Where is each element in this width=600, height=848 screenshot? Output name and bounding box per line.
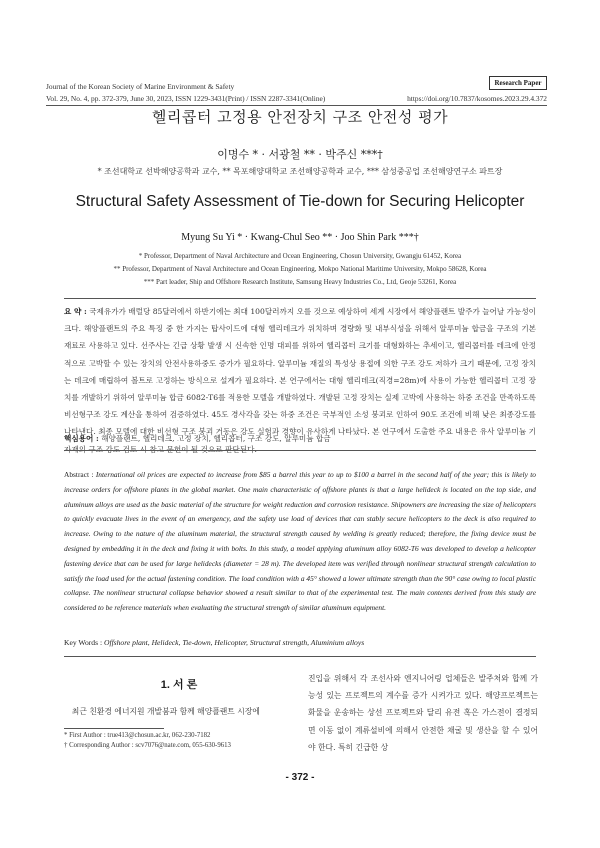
affiliation-english-3: *** Part leader, Ship and Offshore Research Institute, Samsung Heavy Industries Co., Ltd, Geoje 53261, Korea <box>143 278 457 286</box>
keywords-korean-text: 해양플랜트, 헬리데크, 고정 장치, 헬리콥터, 구조 강도, 알루미늄 합금 <box>101 434 331 443</box>
introduction-right-column: 진입을 위해서 각 조선사와 엔지니어링 업체들은 발주처와 합께 가능성 있는 프로젝트의 계수를 증가 시켜가고 있다. 해양프로젝트는 화물을 운송하는 상선 프로젝트와 달리 유전 혹은 가스전이 결정되면 이동 없이 계류설비에 의해서 안전한 채굴 및 생산을 할 수 있어야 한다. 특히 긴급한 상 <box>308 674 538 752</box>
research-paper-badge: Research Paper <box>489 76 547 90</box>
authors-korean: 이명수 * · 서광철 ** · 박주신 ***† <box>217 148 383 161</box>
first-author-footnote: * First Author : true413@chosun.ac.kr, 062-230-7182 <box>64 732 211 739</box>
keywords-korean <box>64 433 536 444</box>
journal-meta: Vol. 29, No. 4, pp. 372-379, June 30, 2023, ISSN 1229-3431(Print) / ISSN 2287-3341(Online) <box>46 94 326 103</box>
abstract-mid-rule <box>64 450 536 451</box>
journal-name: Journal of the Korean Society of Marine Environment & Safety <box>46 82 235 91</box>
corresponding-author-footnote: † Corresponding Author : scv7076@nate.com, 055-630-9613 <box>64 742 231 749</box>
abstract-english-text: International oil prices are expected to increase from $85 a barrel this year to up to $100 a barrel in the second half of the year; this is likely to increase orders for offshore plants in the global market. One main characteristic of offshore plants is that a large helideck is located on the top side, and aluminum alloys are used as the basic material of the structure for weight reduction and corrosion resistance. Shipowners are increasing the size of helicopters to quickly evacuate lives in the event of an emergency, and the safety use load of devices that can stably secure helicopters to the deck is also required to increase. Owing to the nature of the aluminum material, the structural strength caused by welding is greatly reduced; therefore, the fixing device must be designed by embedding it in the deck and fixing it with bolts. In this study, a model applying aluminum alloy 6082-T6 was developed to develop a helicopter fastening device that can be used for large helidecks (diameter = 28 m). The developed item was verified through nonlinear structural strength calculation to satisfy the load used for the actual fastening condition. The load condition with a 45° showed a lower ultimate strength than the 90° case owing to local plastic collapse. The nonlinear structural collapse behavior showed a result similar to that of the experimental test. The main contents derived from this study are considered to be reference materials when evaluating the structural strength of similar aluminum equipment. <box>64 470 536 613</box>
abstract-bottom-rule <box>64 656 536 657</box>
abstract-english-label: Abstract : <box>64 470 94 479</box>
abstract-top-rule <box>64 298 536 299</box>
section-heading-introduction: 1. 서 론 <box>160 679 198 691</box>
abstract-korean-text: 국제유가가 배럴당 85달러에서 하반기에는 최대 100달러까지 오를 것으로 예상하여 세계 시장에서 해양플랜트 발주가 늘어날 가능성이 크다. 해양플랜트의 주요 특징 중 한 가지는 탑사이드에 대형 헬리데크가 위치하며 경량화 및 내부식성을 위해서 알루미늄 합금을 구조의 기본 재료로 사용하고 있다. 선주사는 긴급 상황 발생 시 신속한 인명 대피를 위하여 헬리콥터 크기를 대형화하는 추세이고, 헬리콥터를 데크에 안정적으로 고박할 수 있는 장치의 안전사용하중도 증가가 필요하다. 알루미늄 재질의 특성상 용접에 의한 구조 강도 저하가 크기 때문에, 고정 장치는 데크에 매립하여 볼트로 고정하는 방식으로 설계가 필요하다. 본 연구에서는 대형 헬리데크(직경=28m)에 사용이 가능한 헬리콥터 고정 장치를 개발하기 위하여 알루미늄 합금 6082-T6를 적용한 모델을 개발하였다. 개발된 고정 장치는 실제 고박에 사용하는 하중 조건을 만족하도록 비선형구조 강도 계산을 통하여 검증하였다. 45도 경사각을 갖는 하중 조건은 국부적인 소성 붕괴로 인하여 90도 조건에 비해 낮은 최종강도를 나타낸다. 최종 모델에 대한 비선형 구조 붕괴 거동은 강도 실험과 경향이 유사하게 나타났다. 본 연구에서 도출한 주요 내용은 유사 알루미늄 기자재의 구조 강도 검토 시 참고 문헌이 될 것으로 판단된다. <box>64 307 536 454</box>
keywords-english <box>64 638 536 647</box>
authors-english: Myung Su Yi * · Kwang-Chul Seo ** · Joo Shin Park ***† <box>181 232 419 243</box>
affiliation-english-1: * Professor, Department of Naval Architecture and Ocean Engineering, Chosun University, Gwangju 61452, Korea <box>138 252 462 260</box>
title-english: Structural Safety Assessment of Tie-down for Securing Helicopter <box>75 193 525 210</box>
affiliation-english-2: ** Professor, Department of Naval Architecture and Ocean Engineering, Mokpo National Maritime University, Mokpo 58628, Korea <box>113 265 487 273</box>
keywords-english-text: Offshore plant, Helideck, Tie-down, Helicopter, Structural strength, Aluminium alloys <box>103 638 365 647</box>
abstract-korean-label: 요 약 : <box>64 307 87 316</box>
doi-link[interactable]: https://doi.org/10.7837/kosomes.2023.29.4.372 <box>407 94 547 103</box>
keywords-korean-label: 핵심용어 : <box>64 434 99 443</box>
affiliation-korean: * 조선대학교 선박해양공학과 교수, ** 목포해양대학교 조선해양공학과 교수, *** 삼성중공업 조선해양연구소 파트장 <box>97 167 503 176</box>
footnote-rule <box>64 728 164 729</box>
introduction-left-column: 최근 친환경 에너지원 개발붐과 함께 해양플랜트 시장에 <box>71 707 260 716</box>
abstract-english <box>64 468 536 616</box>
keywords-english-label: Key Words : <box>64 638 103 647</box>
page-number: - 372 - <box>285 772 315 783</box>
title-korean: 헬리콥터 고정용 안전장치 구조 안전성 평가 <box>151 108 449 126</box>
